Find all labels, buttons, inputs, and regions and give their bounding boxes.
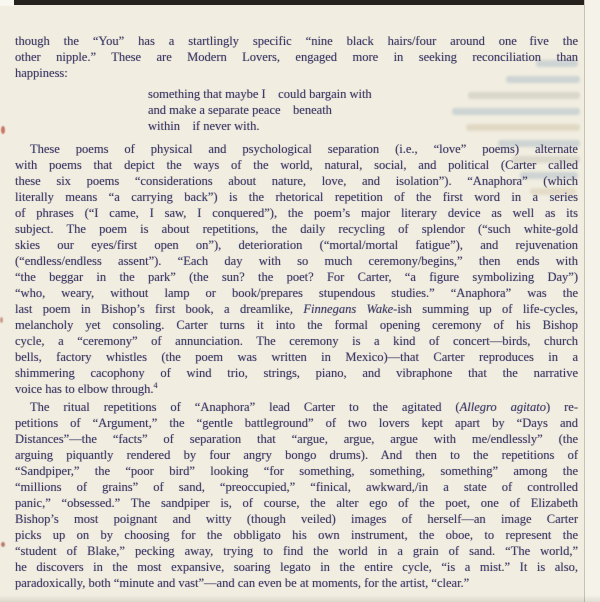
text-line: shimmering cacophony of wind trio, strings, piano, and vibraphone that the narrative bbox=[15, 366, 578, 380]
paragraph bbox=[15, 33, 578, 81]
text-line: he discovers in the most expansive, soaring legato in the entire cycle, “is a mist.” It is also, bbox=[15, 560, 578, 574]
text-line: “who, weary, without lamp or book/prepares stupendous studies.” “Anaphora” was the bbox=[15, 286, 578, 300]
text-line: subject. The poem is about repetitions, the daily recycling of splendor (“such white-gold bbox=[15, 222, 578, 236]
text-line: cycle, a “ceremony” of annunciation. The ceremony is a kind of concert—birds, church bbox=[15, 334, 578, 348]
paragraph bbox=[15, 141, 578, 397]
text-line: last poem in Bishop’s first book, a dreamlike, Finnegans Wake-ish summing up of life-cycles, bbox=[15, 302, 578, 316]
text-line: Bishop’s most poignant and witty (though veiled) images of herself—an image Carter bbox=[15, 512, 578, 526]
text-line: skies our eyes/first open on”), deterioration (“mortal/mortal fatigue”), and rejuvenation bbox=[15, 238, 578, 252]
text-line: panic,” “obsessed.” The sandpiper is, of course, the alter ego of the poet, one of Elizabeth bbox=[15, 496, 578, 510]
text-line: of phrases (“I came, I saw, I conquered”), the poem’s major literary device as well as its bbox=[15, 206, 578, 220]
page-edge-right bbox=[584, 0, 600, 602]
paragraph bbox=[15, 399, 578, 591]
text-line: “Sandpiper,” the “poor bird” looking “for something, something, something” among the bbox=[15, 464, 578, 478]
verse-block bbox=[148, 86, 578, 134]
text-column bbox=[15, 33, 578, 591]
text-line: literally means “a carrying back”) is the rhetorical repetition of the first word in a series bbox=[15, 190, 578, 204]
text-line: paradoxically, both “minute and vast”—and can even be at moments, for the artist, “clear.” bbox=[15, 576, 470, 590]
text-line: The ritual repetitions of “Anaphora” lead Carter to the agitated (Allegro agitato) re- bbox=[30, 400, 578, 414]
page-edge-bottom bbox=[0, 595, 600, 602]
text-line: happiness: bbox=[15, 66, 68, 80]
text-line: picks up on by choosing for the obbligato his own instrument, the oboe, to represent the bbox=[15, 528, 578, 542]
text-line: voice has to elbow through.$^4$ bbox=[15, 380, 158, 396]
text-line: though the “You” has a startlingly specific “nine black hairs/four around one five the bbox=[15, 34, 578, 48]
text-line: with poems that depict the ways of the world, natural, social, and political (Carter called bbox=[15, 158, 578, 172]
text-line: “the beggar in the park” (the sun? the poet? For Carter, “a figure symbolizing Day”) bbox=[15, 270, 578, 284]
text-line: other nipple.” These are Modern Lovers, engaged more in seeking reconciliation than bbox=[15, 50, 578, 64]
text-line: These poems of physical and psychological separation (i.e., “love” poems) alternate bbox=[30, 142, 578, 156]
top-border-bar bbox=[14, 0, 584, 5]
scan-speck bbox=[0, 317, 3, 323]
text-line: Distances”—the “facts” of separation that “argue, argue, argue with me/endlessly” (the bbox=[15, 432, 578, 446]
verse-line: something that maybe I could bargain with bbox=[148, 87, 372, 101]
text-line: these six poems “considerations about nature, love, and isolation”). “Anaphora” (which bbox=[15, 174, 578, 188]
verse-line: within if never with. bbox=[148, 119, 260, 133]
text-line: arguing piquantly rendered by four angry bongo drums). And then to the repetitions of bbox=[15, 448, 578, 462]
scan-speck bbox=[1, 126, 5, 134]
text-line: “millions of grains” of sand, “preoccupied,” “finical, awkward,/in a state of controlled bbox=[15, 480, 578, 494]
text-line: bells, factory whistles (the poem was written in Mexico)—that Carter reproduces in a bbox=[15, 350, 578, 364]
text-line: petitions of “Argument,” the “gentle battleground” of two lovers kept apart by “Days and bbox=[15, 416, 578, 430]
text-line: (“endless/endless assent”). “Each day with so much ceremony/begins,” then ends with bbox=[15, 254, 578, 268]
text-line: “student of Blake,” pecking away, trying to find the world in a grain of sand. “The world,” bbox=[15, 544, 578, 558]
scan-speck bbox=[1, 542, 5, 547]
page-edge-top-left bbox=[0, 0, 14, 6]
verse-line: and make a separate peace beneath bbox=[148, 103, 332, 117]
text-line: melancholy yet consoling. Carter turns it into the formal opening ceremony of his Bishop bbox=[15, 318, 578, 332]
